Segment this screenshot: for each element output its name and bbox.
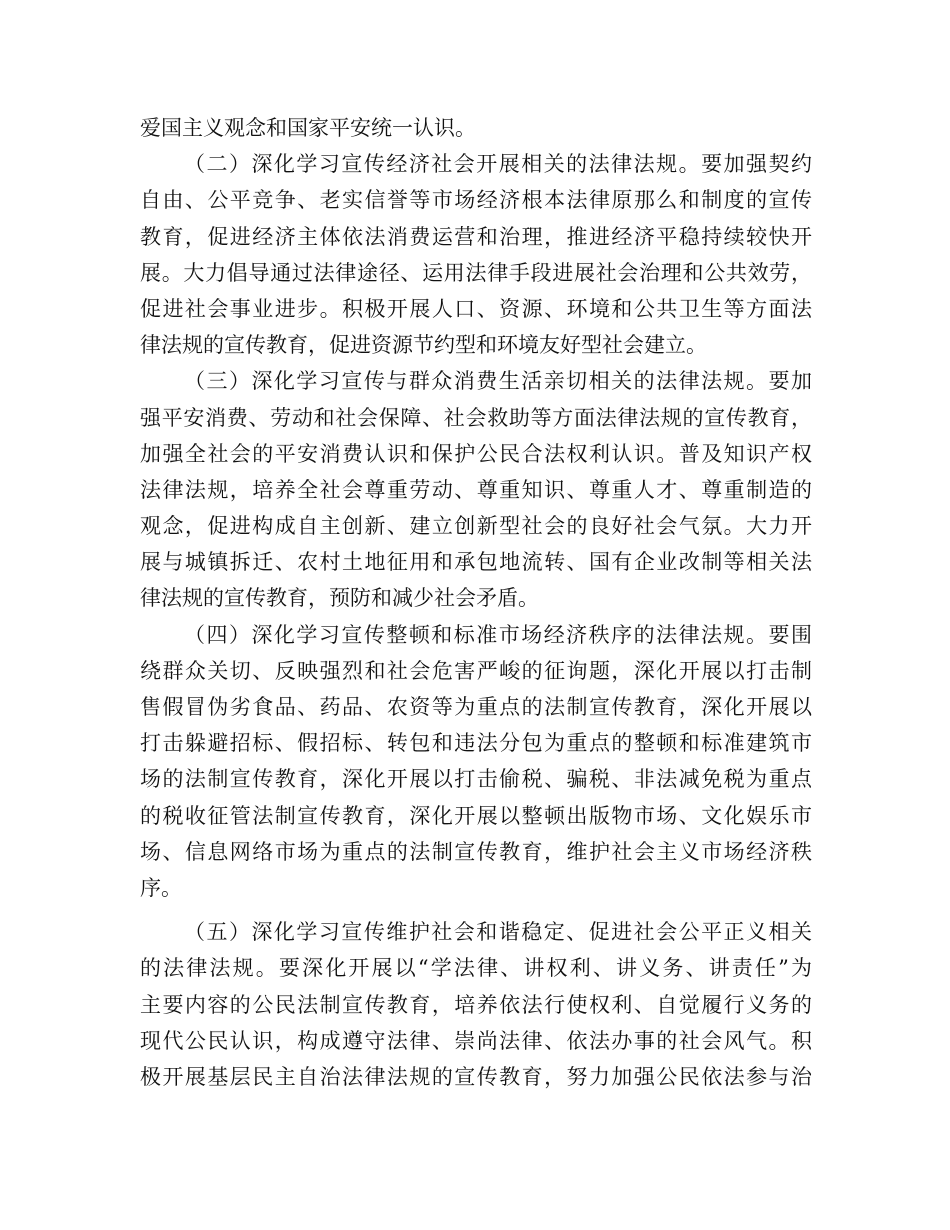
text-line: 售假冒伪劣食品、药品、农资等为重点的法制宣传教育，深化开展以: [140, 695, 812, 719]
paragraph-2: [140, 146, 812, 363]
text-line: （四）深化学习宣传整顿和标准市场经济秩序的法律法规。要围: [184, 622, 812, 647]
text-line: 强平安消费、劳动和社会保障、社会救助等方面法律法规的宣传教育，: [140, 405, 812, 430]
text-line: 打击躲避招标、假招标、转包和违法分包为重点的整顿和标准建筑市: [140, 731, 812, 756]
paragraph-1: [140, 110, 812, 146]
text-line: 场、信息网络市场为重点的法制宣传教育，维护社会主义市场经济秩: [140, 839, 812, 864]
text-line: （五）深化学习宣传维护社会和谐稳定、促进社会公平正义相关: [184, 920, 812, 945]
text-line: 爱国主义观念和国家平安统一认识。: [140, 116, 476, 140]
text-line: 绕群众关切、反映强烈和社会危害严峻的征询题，深化开展以打击制: [140, 658, 812, 683]
text-line: 加强全社会的平安消费认识和保护公民合法权利认识。普及知识产权: [140, 441, 812, 466]
text-line: 展与城镇拆迁、农村土地征用和承包地流转、国有企业改制等相关法: [140, 550, 812, 575]
text-line: 场的法制宣传教育，深化开展以打击偷税、骗税、非法减免税为重点: [140, 767, 812, 792]
document-page: [140, 110, 812, 1095]
text-line: 律法规的宣传教育，预防和减少社会矛盾。: [140, 586, 539, 611]
text-line: （二）深化学习宣传经济社会开展相关的法律法规。要加强契约: [184, 152, 812, 177]
text-line: 法律法规，培养全社会尊重劳动、尊重知识、尊重人才、尊重制造的: [140, 477, 812, 502]
text-line: 极开展基层民主自治法律法规的宣传教育，努力加强公民依法参与治: [140, 1064, 812, 1089]
text-line: 序。: [140, 875, 182, 900]
text-line: 展。大力倡导通过法律途径、运用法律手段进展社会治理和公共效劳，: [140, 260, 812, 285]
paragraph-5: [140, 914, 812, 1095]
text-line: 观念，促进构成自主创新、建立创新型社会的良好社会气氛。大力开: [140, 514, 812, 539]
text-line: （三）深化学习宣传与群众消费生活亲切相关的法律法规。要加: [184, 369, 812, 394]
text-line: 律法规的宣传教育，促进资源节约型和环境友好型社会建立。: [140, 333, 707, 358]
text-line: 主要内容的公民法制宣传教育，培养依法行使权利、自觉履行义务的: [140, 992, 812, 1017]
text-line: 促进社会事业进步。积极开展人口、资源、环境和公共卫生等方面法: [140, 296, 812, 321]
text-line: 的税收征管法制宣传教育，深化开展以整顿出版物市场、文化娱乐市: [140, 803, 812, 828]
paragraph-4: [140, 617, 812, 907]
text-line: 的法律法规。要深化开展以“学法律、讲权利、讲义务、讲责任”为: [140, 956, 812, 981]
paragraph-3: [140, 363, 812, 616]
text-line: 自由、公平竞争、老实信誉等市场经济根本法律原那么和制度的宣传: [140, 188, 812, 213]
paragraph-gap: [140, 906, 812, 914]
text-line: 教育，促进经济主体依法消费运营和治理，推进经济平稳持续较快开: [140, 224, 812, 249]
text-line: 现代公民认识，构成遵守法律、崇尚法律、依法办事的社会风气。积: [140, 1028, 812, 1053]
